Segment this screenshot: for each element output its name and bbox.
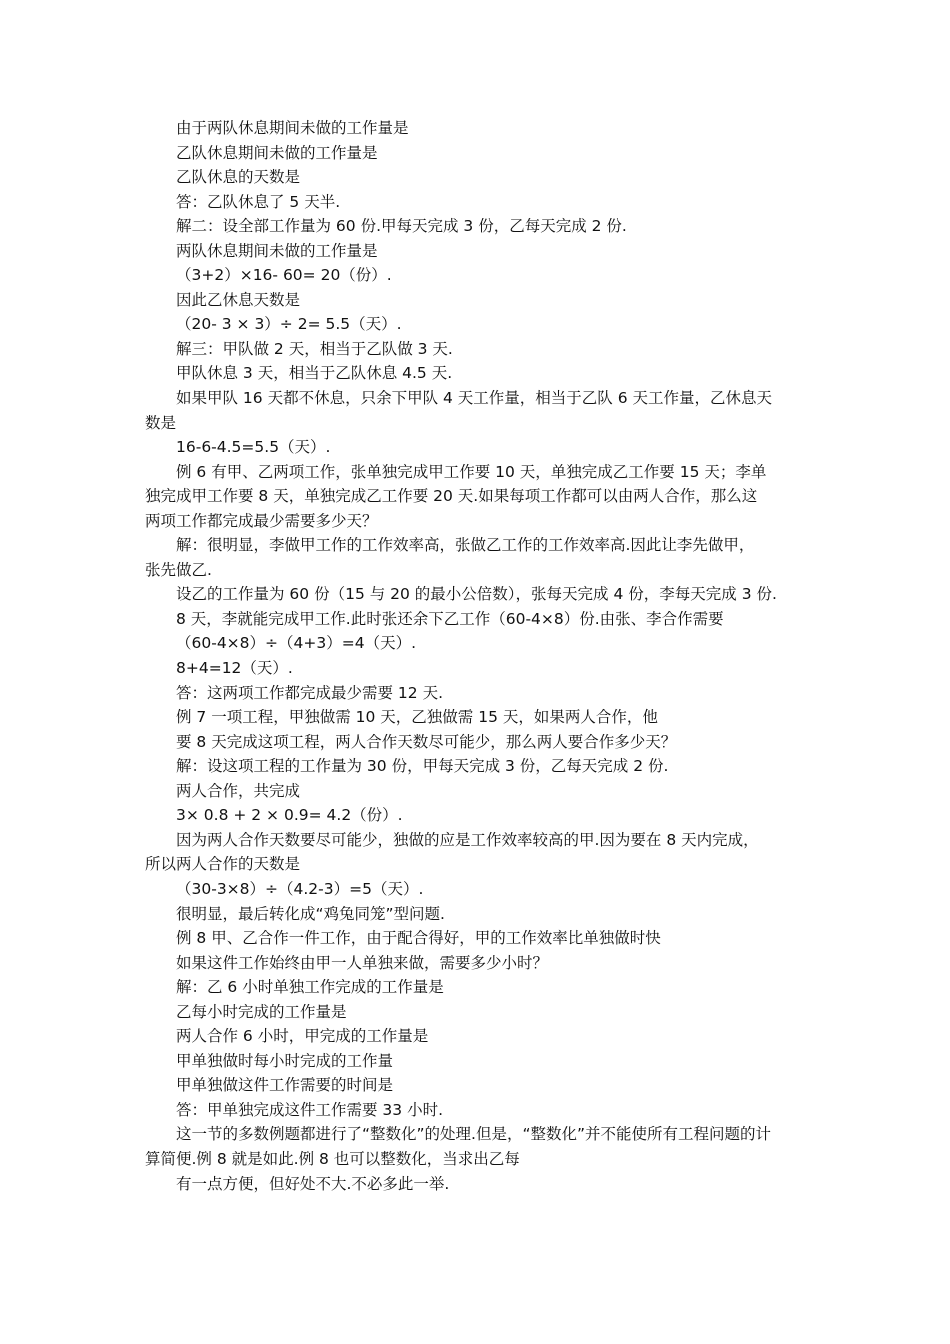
text-line: 两项工作都完成最少需要多少天？ [145, 511, 378, 530]
text-line: 答：乙队休息了 5 天半. [176, 192, 341, 211]
text-line: 独完成甲工作要 8 天，单独完成乙工作要 20 天.如果每项工作都可以由两人合作，那么这 [145, 487, 758, 506]
text-line: 甲单独做时每小时完成的工作量 [176, 1051, 394, 1070]
text-line: 解：乙 6 小时单独工作完成的工作量是 [176, 978, 444, 997]
text-line: 乙队休息的天数是 [176, 168, 301, 187]
text-line: （30-3×8）÷（4.2-3）=5（天）. [176, 879, 424, 898]
text-line: 8+4=12（天）. [176, 659, 293, 678]
text-line: 乙每小时完成的工作量是 [176, 1002, 347, 1021]
text-line: 由于两队休息期间未做的工作量是 [176, 119, 409, 137]
text-line: 答：这两项工作都完成最少需要 12 天. [176, 683, 444, 702]
text-line: 甲单独做这件工作需要的时间是 [176, 1076, 394, 1095]
text-line: 甲队休息 3 天，相当于乙队休息 4.5 天. [176, 364, 453, 383]
text-line: 例 8 甲、乙合作一件工作，由于配合得好，甲的工作效率比单独做时快 [176, 929, 661, 948]
document-body [145, 116, 810, 1196]
text-line: 这一节的多数例题都进行了“整数化”的处理.但是，“整数化”并不能使所有工程问题的计 [176, 1125, 772, 1144]
text-line: 很明显，最后转化成“鸡兔同笼”型问题. [176, 904, 445, 923]
text-line: （3+2）×16- 60= 20（份）. [176, 266, 392, 285]
text-line: 两队休息期间未做的工作量是 [176, 241, 378, 260]
text-line: 解：设这项工程的工作量为 30 份，甲每天完成 3 份，乙每天完成 2 份. [176, 757, 669, 776]
text-line: 如果甲队 16 天都不休息，只余下甲队 4 天工作量，相当于乙队 6 天工作量，乙休息天 [176, 389, 773, 408]
text-line: 两人合作 6 小时，甲完成的工作量是 [176, 1027, 429, 1046]
text-line: 有一点方便，但好处不大.不必多此一举. [176, 1174, 450, 1193]
text-line: 数是 [145, 413, 177, 432]
text-line: 所以两人合作的天数是 [145, 855, 301, 874]
text-line: 8 天，李就能完成甲工作.此时张还余下乙工作（60-4×8）份.由张、李合作需要 [176, 609, 724, 628]
text-line: 解三：甲队做 2 天，相当于乙队做 3 天. [176, 339, 453, 358]
text-line: 例 6 有甲、乙两项工作，张单独完成甲工作要 10 天，单独完成乙工作要 15 天；李单 [176, 462, 767, 481]
text-line: 算简便.例 8 就是如此.例 8 也可以整数化，当求出乙每 [145, 1149, 520, 1168]
text-line: 张先做乙. [145, 560, 212, 579]
text-line: 例 7 一项工程，甲独做需 10 天，乙独做需 15 天，如果两人合作，他 [176, 708, 658, 727]
text-line: 答：甲单独完成这件工作需要 33 小时. [176, 1100, 444, 1119]
text-line: 因此乙休息天数是 [176, 290, 301, 309]
text-line: 16-6-4.5=5.5（天）. [176, 438, 331, 457]
text-line: 如果这件工作始终由甲一人单独来做，需要多少小时？ [176, 953, 549, 972]
text-line: 解：很明显，李做甲工作的工作效率高，张做乙工作的工作效率高.因此让李先做甲， [176, 536, 755, 555]
text-line: 乙队休息期间未做的工作量是 [176, 143, 378, 162]
text-line: 要 8 天完成这项工程，两人合作天数尽可能少，那么两人要合作多少天？ [176, 732, 677, 751]
text-line: 两人合作，共完成 [176, 781, 301, 800]
text-line: （20- 3 × 3）÷ 2= 5.5（天）. [176, 315, 402, 334]
text-line: （60-4×8）÷（4+3）=4（天）. [176, 634, 417, 653]
text-line: 因为两人合作天数要尽可能少，独做的应是工作效率较高的甲.因为要在 8 天内完成， [176, 830, 759, 849]
text-line: 3× 0.8 + 2 × 0.9= 4.2（份）. [176, 806, 403, 825]
text-line: 设乙的工作量为 60 份（15 与 20 的最小公倍数），张每天完成 4 份，李每天完成 3 份. [176, 585, 777, 604]
text-line: 解二：设全部工作量为 60 份.甲每天完成 3 份，乙每天完成 2 份. [176, 217, 627, 236]
